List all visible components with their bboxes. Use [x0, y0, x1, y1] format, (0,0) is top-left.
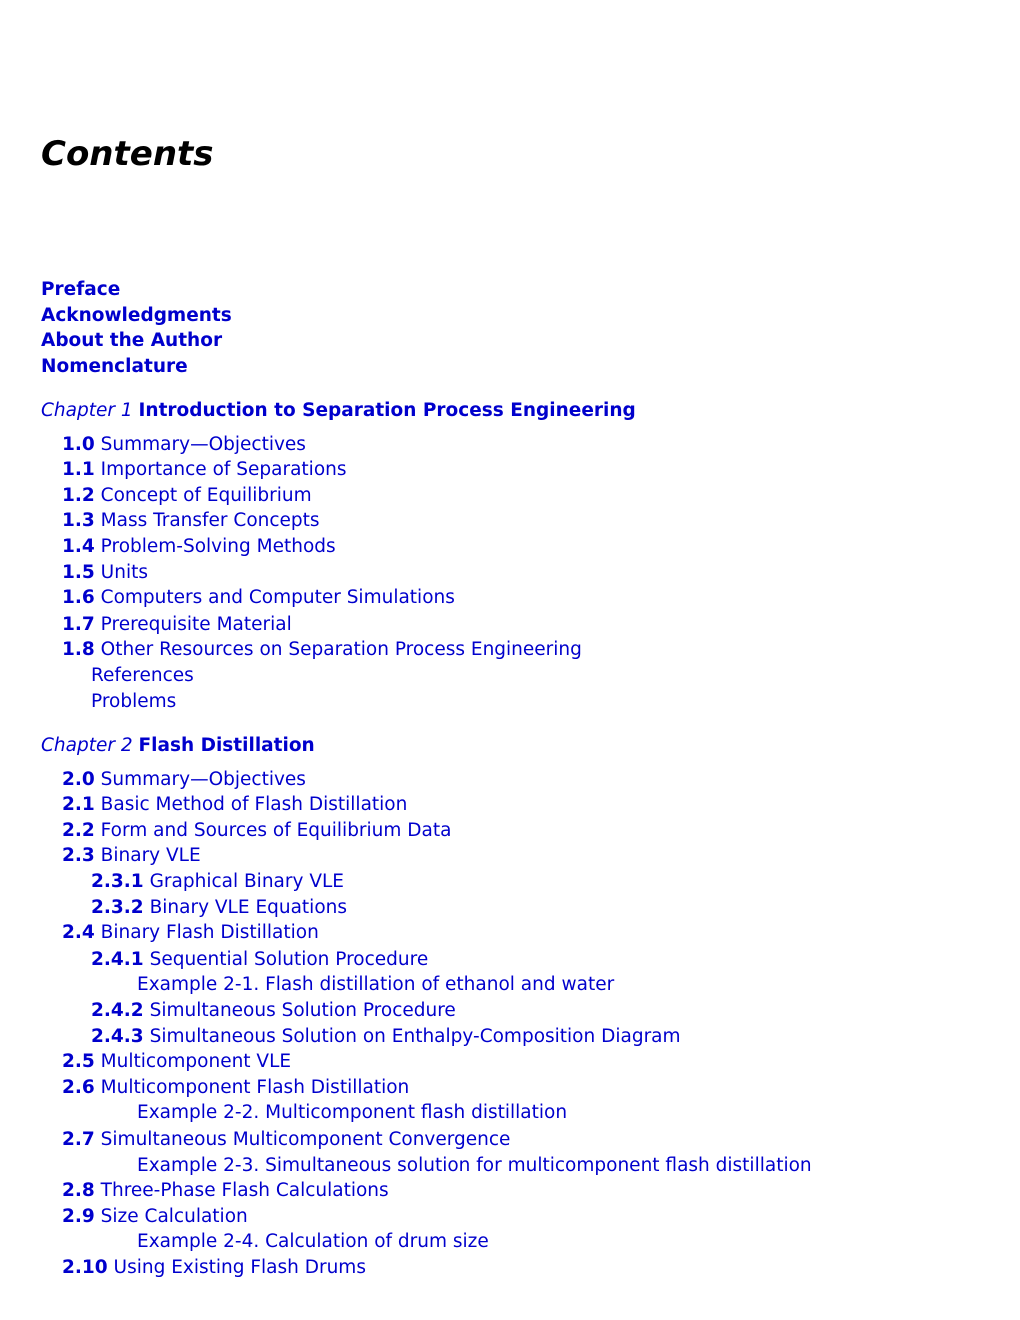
toc-entry-2-3-2[interactable] [91, 896, 347, 920]
toc-entry-2-6[interactable] [62, 1076, 409, 1100]
section-title: Three-Phase Flash Calculations [100, 1180, 389, 1201]
toc-example-2-4[interactable]: Example 2-4. Calculation of drum size [137, 1231, 489, 1252]
toc-entry-1-problems[interactable]: Problems [91, 691, 177, 712]
section-number: 1.7 [62, 614, 95, 635]
section-number: 2.4 [62, 922, 95, 943]
toc-example-2-2[interactable]: Example 2-2. Multicomponent flash distillation [137, 1102, 568, 1123]
section-number: 2.2 [62, 820, 95, 841]
section-title: Summary—Objectives [100, 434, 306, 455]
chapter-title: Flash Distillation [138, 735, 315, 756]
toc-entry-1-2[interactable] [62, 484, 312, 508]
toc-entry-2-5[interactable] [62, 1050, 291, 1074]
section-title: Size Calculation [100, 1206, 248, 1227]
section-number: 2.4.2 [91, 1000, 144, 1021]
section-number: 2.8 [62, 1180, 95, 1201]
toc-entry-1-7[interactable] [62, 613, 292, 637]
toc-entry-2-4-1[interactable] [91, 948, 428, 972]
toc-example-2-1[interactable]: Example 2-1. Flash distillation of ethanol and water [137, 974, 615, 995]
toc-entry-1-0[interactable] [62, 433, 306, 457]
section-number: 2.6 [62, 1077, 95, 1098]
section-title: Summary—Objectives [100, 769, 306, 790]
section-title: Simultaneous Solution Procedure [149, 1000, 456, 1021]
section-number: 2.7 [62, 1129, 95, 1150]
section-number: 2.3 [62, 845, 95, 866]
toc-entry-2-2[interactable] [62, 819, 451, 843]
section-title: Prerequisite Material [100, 614, 292, 635]
section-title: Using Existing Flash Drums [113, 1257, 366, 1278]
section-title: Basic Method of Flash Distillation [100, 794, 408, 815]
section-number: 1.1 [62, 459, 95, 480]
toc-entry-1-6[interactable] [62, 586, 455, 610]
section-number: 2.5 [62, 1051, 95, 1072]
section-number: 2.9 [62, 1206, 95, 1227]
section-title: Simultaneous Multicomponent Convergence [100, 1129, 511, 1150]
toc-entry-2-4-2[interactable] [91, 999, 456, 1023]
chapter-label: Chapter 2 [41, 735, 133, 756]
toc-entry-2-4-3[interactable] [91, 1025, 681, 1049]
toc-entry-1-5[interactable] [62, 561, 148, 585]
section-title: Multicomponent Flash Distillation [100, 1077, 410, 1098]
section-title: Multicomponent VLE [100, 1051, 292, 1072]
toc-link-about-the-author[interactable]: About the Author [41, 330, 223, 351]
section-number: 1.2 [62, 485, 95, 506]
section-title: Problem-Solving Methods [100, 536, 336, 557]
toc-entry-1-references[interactable]: References [91, 665, 194, 686]
section-title: Binary VLE [100, 845, 201, 866]
section-title: Sequential Solution Procedure [149, 949, 429, 970]
section-title: Computers and Computer Simulations [100, 587, 455, 608]
section-number: 1.4 [62, 536, 95, 557]
section-title: Binary Flash Distillation [100, 922, 319, 943]
section-number: 2.4.3 [91, 1026, 144, 1047]
toc-link-acknowledgments[interactable]: Acknowledgments [41, 305, 232, 326]
toc-entry-2-1[interactable] [62, 793, 407, 817]
toc-entry-2-3[interactable] [62, 844, 201, 868]
toc-entry-2-7[interactable] [62, 1128, 510, 1152]
section-title: Importance of Separations [100, 459, 347, 480]
section-number: 1.6 [62, 587, 95, 608]
section-title: Graphical Binary VLE [149, 871, 344, 892]
section-title: Concept of Equilibrium [100, 485, 312, 506]
section-number: 2.0 [62, 769, 95, 790]
toc-entry-2-10[interactable] [62, 1256, 366, 1280]
section-title: Units [100, 562, 148, 583]
toc-example-2-3[interactable]: Example 2-3. Simultaneous solution for multicomponent flash distillation [137, 1155, 812, 1176]
toc-chapter-2-heading[interactable] [41, 734, 315, 758]
toc-entry-1-1[interactable] [62, 458, 347, 482]
toc-entry-1-3[interactable] [62, 509, 320, 533]
section-number: 1.0 [62, 434, 95, 455]
toc-entry-1-8[interactable] [62, 638, 582, 662]
toc-entry-2-8[interactable] [62, 1179, 389, 1203]
toc-entry-2-4[interactable] [62, 921, 319, 945]
toc-chapter-1-heading[interactable] [41, 399, 636, 423]
section-title: Simultaneous Solution on Enthalpy-Composition Diagram [149, 1026, 681, 1047]
toc-entry-2-0[interactable] [62, 768, 306, 792]
section-title: Form and Sources of Equilibrium Data [100, 820, 452, 841]
toc-link-nomenclature[interactable]: Nomenclature [41, 356, 188, 377]
toc-entry-2-9[interactable] [62, 1205, 248, 1229]
section-number: 2.3.2 [91, 897, 144, 918]
chapter-label: Chapter 1 [41, 400, 133, 421]
chapter-title: Introduction to Separation Process Engineering [138, 400, 636, 421]
section-number: 2.10 [62, 1257, 108, 1278]
section-number: 2.3.1 [91, 871, 144, 892]
toc-entry-1-4[interactable] [62, 535, 336, 559]
page-title: Contents [41, 134, 214, 174]
section-title: Binary VLE Equations [149, 897, 348, 918]
section-number: 1.8 [62, 639, 95, 660]
section-number: 1.3 [62, 510, 95, 531]
section-number: 1.5 [62, 562, 95, 583]
section-number: 2.1 [62, 794, 95, 815]
section-title: Mass Transfer Concepts [100, 510, 320, 531]
toc-link-preface[interactable]: Preface [41, 279, 121, 300]
section-number: 2.4.1 [91, 949, 144, 970]
toc-entry-2-3-1[interactable] [91, 870, 344, 894]
section-title: Other Resources on Separation Process Engineering [100, 639, 582, 660]
